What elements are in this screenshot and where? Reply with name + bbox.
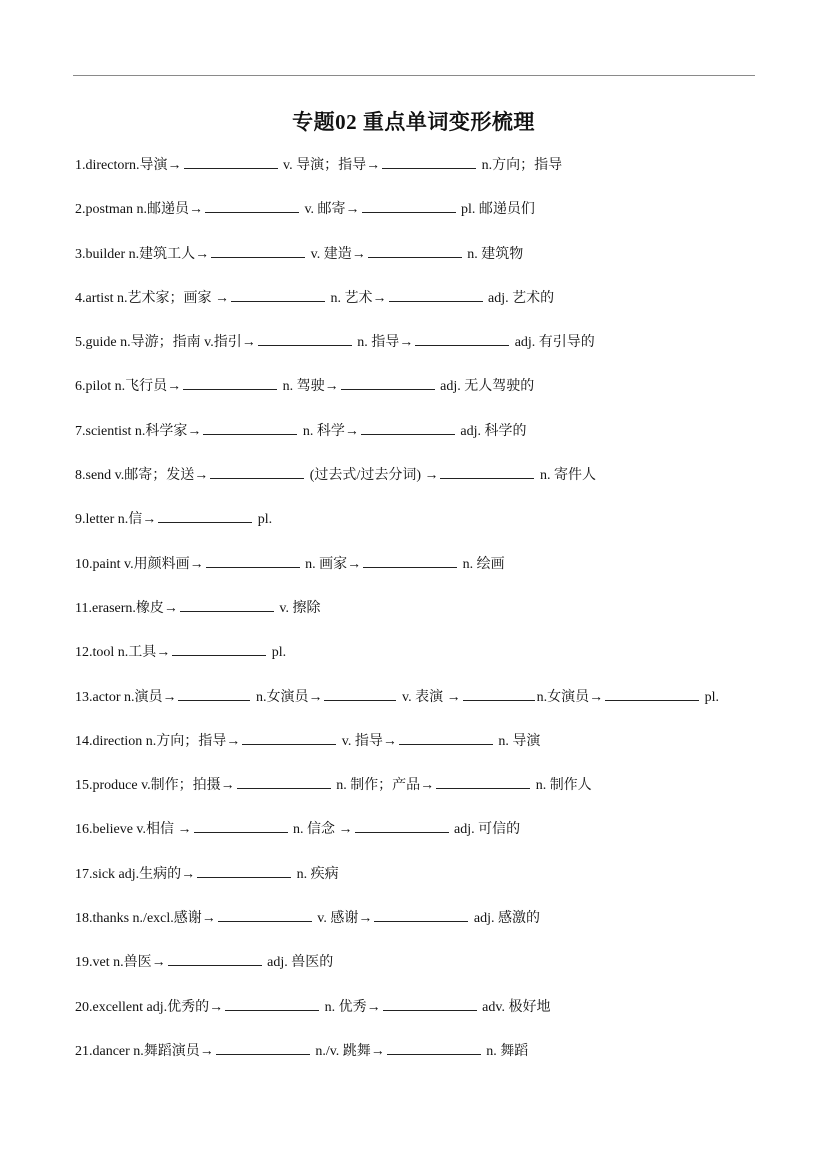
answer-blank[interactable]: [362, 198, 456, 213]
answer-blank[interactable]: [440, 464, 534, 479]
item-text: n. 画家→: [301, 556, 362, 572]
answer-blank[interactable]: [415, 331, 509, 346]
exercise-item: [75, 464, 775, 508]
answer-blank[interactable]: [436, 774, 530, 789]
item-text: pl.: [701, 689, 719, 705]
answer-blank[interactable]: [389, 287, 483, 302]
item-text: n.女演员→: [252, 689, 323, 705]
exercise-item: [75, 996, 775, 1040]
exercise-item: [75, 287, 775, 331]
item-text: n.方向；指导: [478, 158, 563, 173]
item-text: v. 表演 →: [398, 689, 461, 705]
item-text: n. 驾驶→: [279, 379, 339, 395]
answer-blank[interactable]: [216, 1040, 310, 1055]
exercise-list: [75, 154, 775, 1084]
item-text: 1.directorn.导演→: [75, 158, 182, 173]
item-text: adj. 有引导的: [511, 335, 595, 351]
item-text: adj. 感激的: [470, 911, 540, 927]
item-text: 17.sick adj.生病的→: [75, 866, 196, 882]
answer-blank[interactable]: [168, 951, 262, 966]
exercise-item: [75, 508, 775, 552]
item-text: 14.direction n.方向；指导→: [75, 733, 241, 749]
exercise-item: [75, 951, 775, 995]
answer-blank[interactable]: [258, 331, 352, 346]
answer-blank[interactable]: [158, 508, 252, 523]
item-text: adj. 兽医的: [263, 955, 334, 971]
header-rule: [73, 75, 755, 76]
item-text: n. 舞蹈: [482, 1043, 529, 1059]
answer-blank[interactable]: [383, 996, 477, 1011]
exercise-item: [75, 597, 775, 641]
item-text: n. 疾病: [293, 866, 339, 882]
answer-blank[interactable]: [197, 863, 291, 878]
answer-blank[interactable]: [399, 730, 493, 745]
answer-blank[interactable]: [194, 818, 288, 833]
item-text: n. 艺术→: [327, 290, 387, 306]
item-text: 9.letter n.信→: [75, 512, 157, 528]
exercise-item: [75, 730, 775, 774]
item-text: n. 科学→: [299, 423, 359, 439]
item-text: adj. 无人驾驶的: [436, 379, 535, 395]
answer-blank[interactable]: [206, 553, 300, 568]
exercise-item: [75, 774, 775, 818]
exercise-item: [75, 863, 775, 907]
item-text: adj. 科学的: [456, 423, 527, 439]
answer-blank[interactable]: [184, 154, 278, 169]
item-text: n. 导演: [494, 733, 541, 749]
answer-blank[interactable]: [324, 686, 396, 701]
item-text: 10.paint v.用颜料画→: [75, 556, 204, 572]
item-text: 18.thanks n./excl.感谢→: [75, 911, 216, 927]
exercise-item: [75, 243, 775, 287]
answer-blank[interactable]: [341, 375, 435, 390]
answer-blank[interactable]: [225, 996, 319, 1011]
item-text: n.女演员→: [536, 689, 604, 705]
answer-blank[interactable]: [231, 287, 325, 302]
page-title: 专题02 重点单词变形梳理: [292, 110, 535, 134]
item-text: adj. 艺术的: [484, 290, 555, 306]
item-text: 6.pilot n.飞行员→: [75, 379, 182, 395]
item-text: n. 制作人: [532, 778, 592, 794]
item-text: pl.: [254, 512, 273, 528]
item-text: pl.: [268, 645, 287, 661]
answer-blank[interactable]: [605, 686, 699, 701]
item-text: v. 指导→: [338, 733, 397, 749]
exercise-item: [75, 553, 775, 597]
answer-blank[interactable]: [218, 907, 312, 922]
item-text: 5.guide n.导游；指南 v.指引→: [75, 335, 256, 351]
answer-blank[interactable]: [361, 420, 455, 435]
answer-blank[interactable]: [368, 243, 462, 258]
item-text: 11.erasern.橡皮→: [75, 600, 178, 616]
exercise-item: [75, 198, 775, 242]
answer-blank[interactable]: [203, 420, 297, 435]
answer-blank[interactable]: [183, 375, 277, 390]
answer-blank[interactable]: [180, 597, 274, 612]
exercise-item: [75, 907, 775, 951]
item-text: 16.believe v.相信 →: [75, 822, 192, 838]
exercise-item: [75, 331, 775, 375]
answer-blank[interactable]: [242, 730, 336, 745]
item-text: n. 制作；产品→: [332, 778, 435, 794]
exercise-item: [75, 154, 775, 198]
answer-blank[interactable]: [374, 907, 468, 922]
item-text: n. 优秀→: [321, 999, 381, 1015]
answer-blank[interactable]: [205, 198, 299, 213]
exercise-item: [75, 686, 775, 730]
item-text: n. 绘画: [459, 556, 505, 572]
answer-blank[interactable]: [363, 553, 457, 568]
item-text: adj. 可信的: [450, 822, 521, 838]
exercise-item: [75, 641, 775, 685]
item-text: n. 指导→: [353, 335, 414, 351]
answer-blank[interactable]: [463, 686, 535, 701]
item-text: v. 邮寄→: [300, 202, 360, 218]
item-text: n. 寄件人: [536, 468, 596, 484]
exercise-item: [75, 375, 775, 419]
item-text: 15.produce v.制作；拍摄→: [75, 778, 235, 794]
item-text: v. 导演；指导→: [279, 158, 381, 173]
exercise-item: [75, 420, 775, 464]
answer-blank[interactable]: [211, 243, 305, 258]
item-text: 3.builder n.建筑工人→: [75, 246, 210, 262]
exercise-item: [75, 818, 775, 862]
item-text: 8.send v.邮寄；发送→: [75, 468, 209, 484]
answer-blank[interactable]: [210, 464, 304, 479]
item-text: 7.scientist n.科学家→: [75, 423, 202, 439]
item-text: n./v. 跳舞→: [311, 1043, 385, 1059]
item-text: pl. 邮递员们: [457, 202, 535, 218]
answer-blank[interactable]: [237, 774, 331, 789]
exercise-item: [75, 1040, 775, 1084]
item-text: 21.dancer n.舞蹈演员→: [75, 1043, 214, 1059]
item-text: 13.actor n.演员→: [75, 689, 177, 705]
item-text: 2.postman n.邮递员→: [75, 202, 203, 218]
item-text: 20.excellent adj.优秀的→: [75, 999, 224, 1015]
item-text: v. 感谢→: [313, 911, 373, 927]
answer-blank[interactable]: [355, 818, 449, 833]
answer-blank[interactable]: [387, 1040, 481, 1055]
item-text: adv. 极好地: [478, 999, 551, 1015]
item-text: 19.vet n.兽医→: [75, 955, 166, 971]
answer-blank[interactable]: [382, 154, 476, 169]
item-text: (过去式/过去分词) →: [306, 468, 439, 484]
item-text: v. 擦除: [275, 600, 321, 616]
item-text: 12.tool n.工具→: [75, 645, 171, 661]
item-text: 4.artist n.艺术家；画家 →: [75, 290, 229, 306]
answer-blank[interactable]: [172, 641, 266, 656]
answer-blank[interactable]: [178, 686, 250, 701]
item-text: n. 建筑物: [463, 246, 524, 262]
item-text: n. 信念 →: [289, 822, 353, 838]
item-text: v. 建造→: [307, 246, 366, 262]
